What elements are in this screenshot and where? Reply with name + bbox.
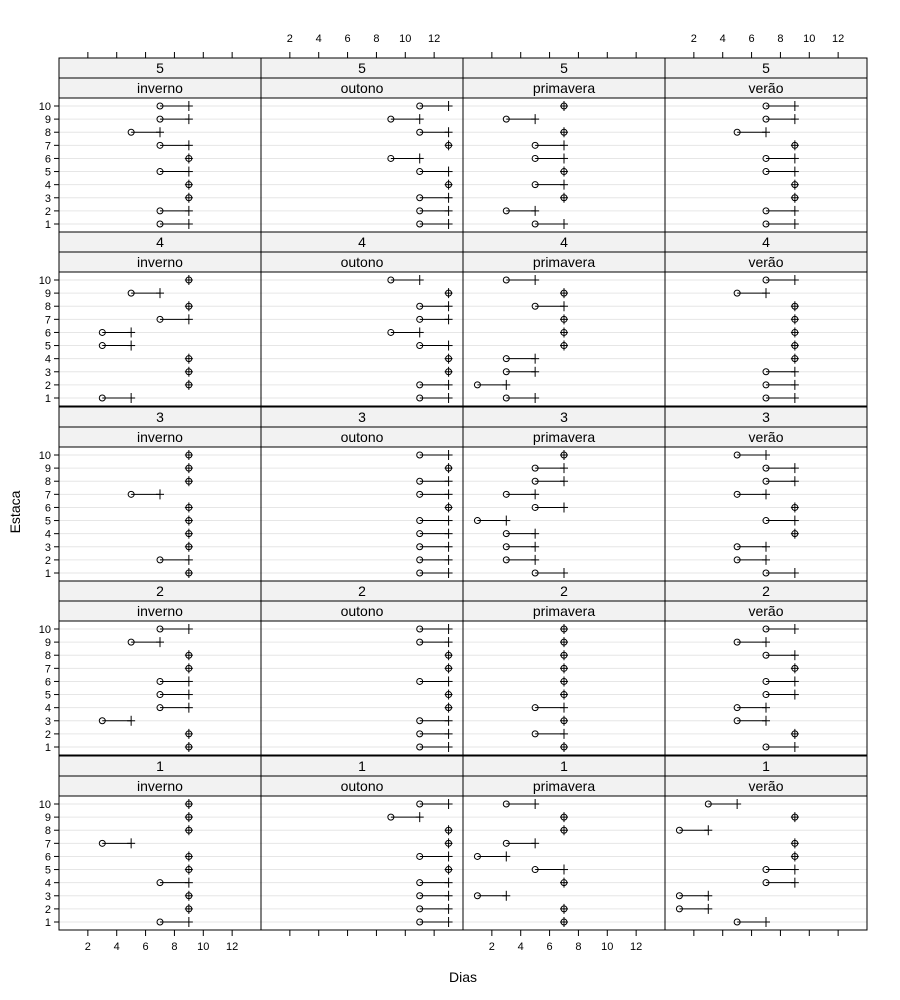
strip-row-label: 4 [156, 234, 164, 250]
panel-border [261, 621, 463, 755]
panel [59, 581, 261, 755]
strip-season-label: inverno [137, 80, 183, 96]
strip-row-label: 5 [762, 60, 770, 76]
y-tick-label: 4 [44, 179, 51, 192]
x-tick-label-top: 6 [748, 33, 755, 45]
x-tick-label-top: 4 [719, 33, 726, 45]
panel [665, 407, 867, 581]
x-tick-label-bottom: 4 [113, 941, 120, 953]
panel-border [261, 447, 463, 581]
y-tick-label: 7 [44, 663, 51, 676]
strip-season-label: outono [340, 429, 384, 445]
strip-season-label: verão [748, 778, 784, 794]
strip-season-label: primavera [532, 603, 596, 619]
strip-row-label: 1 [156, 758, 164, 774]
x-tick-label-bottom: 2 [488, 941, 495, 953]
panel-border [59, 796, 261, 930]
y-tick-label: 3 [44, 366, 51, 379]
y-tick-label: 4 [44, 702, 51, 715]
y-tick-label: 1 [44, 393, 51, 405]
y-tick-label: 10 [38, 450, 51, 462]
strip-row-label: 1 [560, 758, 568, 774]
strip-row-label: 2 [358, 583, 366, 599]
panel-border [59, 447, 261, 581]
x-tick-label-bottom: 8 [575, 941, 582, 953]
strip-season-label: verão [748, 254, 784, 270]
strip-row-label: 1 [358, 758, 366, 774]
y-tick-label: 3 [44, 541, 51, 554]
y-tick-label: 2 [44, 728, 51, 741]
strip-season-label: verão [748, 80, 784, 96]
y-tick-label: 7 [44, 838, 51, 851]
strip-row-label: 5 [358, 60, 366, 76]
panel [463, 58, 665, 232]
y-tick-label: 4 [44, 528, 51, 541]
panel [665, 58, 867, 232]
y-tick-label: 10 [38, 799, 51, 811]
y-tick-label: 8 [44, 476, 51, 489]
y-tick-label: 4 [44, 877, 51, 890]
y-tick-label: 8 [44, 825, 51, 838]
y-tick-label: 5 [44, 689, 51, 702]
x-axis-label: Dias [448, 969, 478, 985]
x-tick-label-top: 6 [344, 33, 351, 45]
y-tick-label: 9 [44, 812, 51, 825]
panel [59, 58, 261, 232]
panel [261, 232, 463, 406]
x-tick-label-bottom: 4 [517, 941, 524, 953]
strip-season-label: primavera [532, 429, 596, 445]
y-tick-label: 7 [44, 489, 51, 502]
strip-row-label: 4 [560, 234, 568, 250]
strip-season-label: primavera [532, 254, 596, 270]
y-tick-label: 10 [38, 101, 51, 113]
y-tick-label: 3 [44, 890, 51, 903]
strip-season-label: primavera [532, 80, 596, 96]
y-tick-label: 4 [44, 353, 51, 366]
y-tick-label: 5 [44, 340, 51, 353]
y-tick-label: 10 [38, 624, 51, 636]
y-tick-label: 6 [44, 676, 51, 689]
x-tick-label-top: 10 [803, 33, 816, 45]
strip-season-label: outono [340, 254, 384, 270]
x-tick-label-top: 12 [832, 33, 845, 45]
y-tick-label: 9 [44, 288, 51, 301]
x-tick-label-top: 4 [315, 33, 322, 45]
strip-season-label: primavera [532, 778, 596, 794]
strip-row-label: 1 [762, 758, 770, 774]
panel [261, 581, 463, 755]
y-tick-label: 1 [44, 568, 51, 580]
panel-border [665, 98, 867, 232]
y-tick-label: 8 [44, 127, 51, 140]
panel [463, 756, 665, 930]
y-tick-label: 2 [44, 554, 51, 567]
x-tick-label-top: 2 [286, 33, 293, 45]
x-tick-label-bottom: 6 [546, 941, 553, 953]
strip-row-label: 2 [762, 583, 770, 599]
x-tick-label-top: 8 [777, 33, 784, 45]
y-tick-label: 2 [44, 379, 51, 392]
y-tick-label: 6 [44, 502, 51, 515]
strip-season-label: verão [748, 429, 784, 445]
y-tick-label: 8 [44, 650, 51, 663]
y-tick-label: 10 [38, 275, 51, 287]
panel [665, 756, 867, 930]
panel [59, 407, 261, 581]
y-tick-label: 2 [44, 903, 51, 916]
y-tick-label: 6 [44, 327, 51, 340]
strip-row-label: 4 [762, 234, 770, 250]
x-tick-label-bottom: 6 [142, 941, 149, 953]
x-tick-label-bottom: 10 [601, 941, 614, 953]
x-tick-label-bottom: 12 [226, 941, 239, 953]
panel [463, 232, 665, 406]
panel [463, 407, 665, 581]
x-tick-label-top: 8 [373, 33, 380, 45]
strip-season-label: inverno [137, 603, 183, 619]
panel [261, 756, 463, 930]
y-tick-label: 3 [44, 715, 51, 728]
panel-border [463, 98, 665, 232]
y-tick-label: 6 [44, 851, 51, 864]
panel [463, 581, 665, 755]
panel [261, 407, 463, 581]
strip-row-label: 2 [156, 583, 164, 599]
strip-season-label: verão [748, 603, 784, 619]
panel [59, 232, 261, 406]
y-tick-label: 9 [44, 463, 51, 476]
strip-row-label: 2 [560, 583, 568, 599]
y-tick-label: 6 [44, 153, 51, 166]
panel-border [665, 796, 867, 930]
strip-season-label: outono [340, 80, 384, 96]
strip-season-label: inverno [137, 778, 183, 794]
strip-row-label: 3 [560, 409, 568, 425]
strip-season-label: inverno [137, 429, 183, 445]
y-tick-label: 7 [44, 140, 51, 153]
strip-season-label: outono [340, 778, 384, 794]
y-axis-label: Estaca [7, 490, 23, 534]
y-tick-label: 5 [44, 864, 51, 877]
x-tick-label-bottom: 12 [630, 941, 643, 953]
y-tick-label: 1 [44, 219, 51, 231]
strip-row-label: 4 [358, 234, 366, 250]
strip-row-label: 3 [156, 409, 164, 425]
x-tick-label-top: 12 [428, 33, 441, 45]
strip-season-label: inverno [137, 254, 183, 270]
x-tick-label-top: 10 [399, 33, 412, 45]
panel [665, 581, 867, 755]
panel-border [59, 98, 261, 232]
y-tick-label: 7 [44, 314, 51, 327]
panel-border [261, 98, 463, 232]
y-tick-label: 2 [44, 205, 51, 218]
x-tick-label-top: 2 [690, 33, 697, 45]
strip-season-label: outono [340, 603, 384, 619]
panel-border [261, 272, 463, 406]
strip-row-label: 3 [762, 409, 770, 425]
y-tick-label: 5 [44, 166, 51, 179]
panel [59, 756, 261, 930]
x-tick-label-bottom: 8 [171, 941, 178, 953]
panel [261, 58, 463, 232]
y-tick-label: 9 [44, 637, 51, 650]
x-tick-label-bottom: 2 [84, 941, 91, 953]
y-tick-label: 1 [44, 917, 51, 929]
y-tick-label: 5 [44, 515, 51, 528]
strip-row-label: 3 [358, 409, 366, 425]
y-tick-label: 3 [44, 192, 51, 205]
panel-border [261, 796, 463, 930]
panels-layer [59, 58, 867, 930]
y-tick-label: 8 [44, 301, 51, 314]
x-tick-label-bottom: 10 [197, 941, 210, 953]
y-tick-label: 1 [44, 742, 51, 754]
strip-row-label: 5 [560, 60, 568, 76]
y-tick-label: 9 [44, 114, 51, 127]
strip-row-label: 5 [156, 60, 164, 76]
panel [665, 232, 867, 406]
